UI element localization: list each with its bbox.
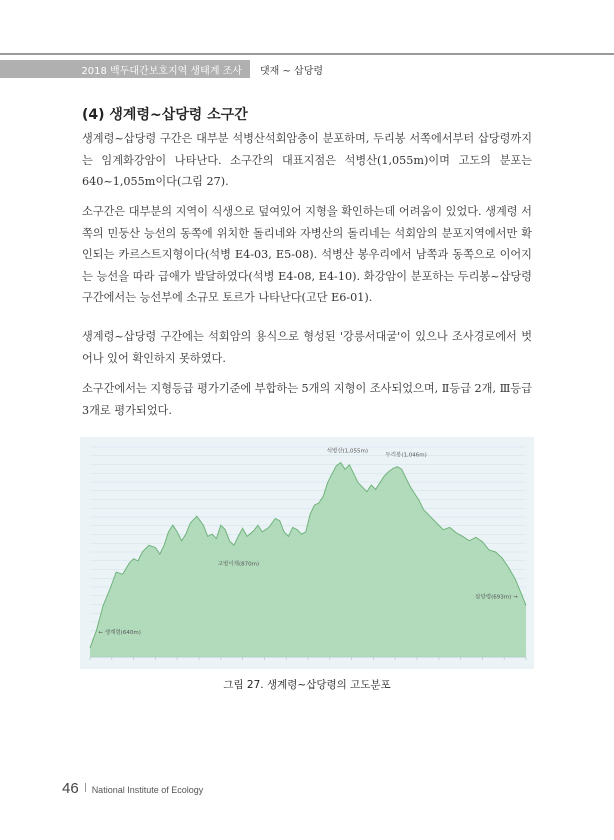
chart-annotation-label: 석병산(1,055m) xyxy=(326,448,369,455)
paragraph-2: 소구간은 대부분의 지역이 식생으로 덮여있어 지형을 확인하는데 어려움이 있었다. 생계령 서쪽의 민둥산 능선의 동쪽에 위치한 돌리네와 자병산의 돌리네는 석회암의 분포지역에서만 확인되는 카르스트지형이다(석병 E4-03, E5-08). 석병산 봉우리에서 남쪽과 동쪽으로 이어지는 능선을 따라 급애가 발달하였다(석병 E4-08, E4-10). 화강암이 분포하는 두리봉~삽당령 구간에서는 능선부에 소규모 토르가 나타난다(고단 E6-01). xyxy=(82,205,532,304)
footer-separator xyxy=(85,783,86,792)
running-header-section: 댓재 ~ 삽당령 xyxy=(260,66,324,77)
page-footer xyxy=(62,778,203,797)
running-header-title: 2018 백두대간보호지역 생태계 조사 xyxy=(81,66,242,77)
section-title: (4) 생계령~삽당령 소구간 xyxy=(82,107,248,123)
paragraph-3: 생계령~삽당령 구간에는 석회암의 용식으로 형성된 '강릉서대굴'이 있으나 조사경로에서 벗어나 있어 확인하지 못하였다. xyxy=(82,330,532,365)
elevation-profile-svg xyxy=(80,437,534,669)
paragraph-4: 소구간에서는 지형등급 평가기준에 부합하는 5개의 지형이 조사되었으며, Ⅱ등급 2개, Ⅲ등급 3개로 평가되었다. xyxy=(82,382,532,417)
elevation-area xyxy=(90,463,526,657)
paragraph-1: 생계령~삽당령 구간은 대부분 석병산석회암층이 분포하며, 두리봉 서쪽에서부터 삽당령까지는 임계화강암이 나타난다. 소구간의 대표지점은 석병산(1,055m)이며 고도의 분포는 640~1,055m이다(그림 27). xyxy=(82,132,532,188)
header-rule xyxy=(0,53,614,55)
institute-name: National Institute of Ecology xyxy=(91,785,204,795)
chart-annotation-label: 삽당령(693m) → xyxy=(475,594,518,601)
elevation-profile-chart xyxy=(80,437,534,669)
chart-annotation-label: 고병이재(870m) xyxy=(217,561,260,568)
running-header-title-bar xyxy=(0,60,250,78)
figure-caption: 그림 27. 생계령~삽당령의 고도분포 xyxy=(223,679,391,691)
chart-annotation-label: ← 생계령(640m) xyxy=(98,630,141,637)
chart-annotation-label: 두리봉(1,046m) xyxy=(385,452,427,459)
page-number: 46 xyxy=(62,780,79,797)
